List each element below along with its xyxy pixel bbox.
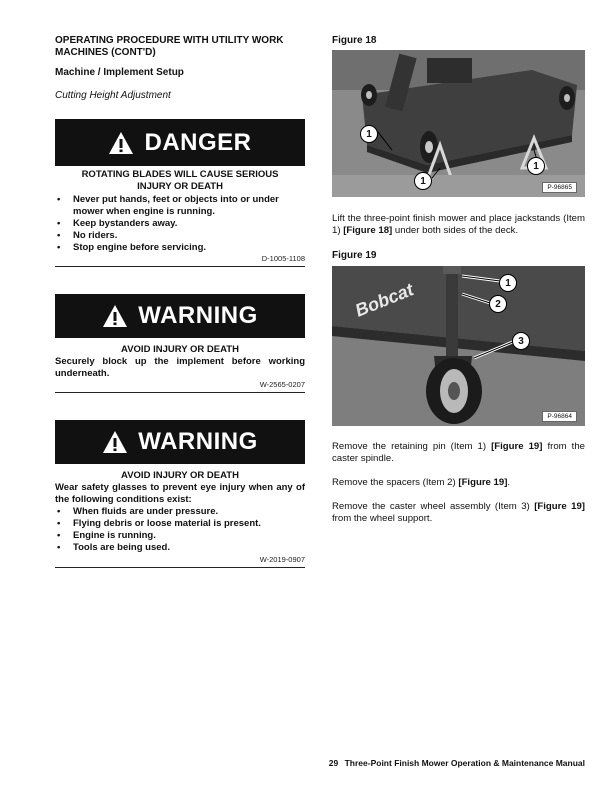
warning-banner — [55, 420, 305, 464]
figure19-photo — [332, 266, 585, 426]
danger-divider — [55, 266, 305, 267]
figure18-caption-a: Lift the three-point finish mower and place jackstands (Item 1) — [332, 213, 585, 236]
figure19-step2 — [332, 477, 585, 489]
danger-bullet: • Never put hands, feet or objects into or under mower when engine is running. — [55, 194, 305, 218]
figure18-callout-2: 1 — [414, 172, 432, 190]
warning2-title: AVOID INJURY OR DEATH — [121, 470, 239, 481]
warning2-bullet: • Tools are being used. — [55, 542, 305, 554]
figure19-step3-a: Remove the caster wheel assembly (Item 3) — [332, 501, 535, 512]
danger-bullet: • No riders. — [55, 230, 305, 242]
warning-banner — [55, 294, 305, 338]
warning1-title: AVOID INJURY OR DEATH — [121, 344, 239, 355]
bobcat-brand-decal: Bobcat — [352, 279, 417, 321]
figure18-callout-1: 1 — [360, 125, 378, 143]
figure19-step3-b: from the wheel support. — [332, 513, 433, 524]
danger-bullet: • Keep bystanders away. — [55, 218, 305, 230]
warning2-bullet: • Engine is running. — [55, 530, 305, 542]
warning-banner-text: WARNING — [138, 428, 258, 455]
figure19-callout-1: 1 — [499, 274, 517, 292]
danger-title-line2: INJURY OR DEATH — [137, 181, 223, 192]
warning2-code: W-2019-0907 — [259, 555, 305, 564]
section-subtitle: Machine / Implement Setup — [55, 67, 184, 78]
figure19-photo-code: P-96864 — [542, 411, 577, 422]
figure19-step2-b: . — [507, 477, 511, 488]
danger-title — [55, 169, 305, 193]
footer-page-number: 29 — [328, 758, 339, 768]
warning2-body: Wear safety glasses to prevent eye injury when any of the following conditions exist: — [55, 482, 305, 505]
figure18-label: Figure 18 — [332, 35, 377, 46]
figure19-step1-ref: [Figure 19] — [491, 441, 543, 452]
section-title-line2: MACHINES (CONT'D) — [55, 47, 156, 58]
section-title — [55, 35, 315, 59]
figure19-step2-a: Remove the spacers (Item 2) — [332, 477, 459, 488]
danger-bullet-list — [55, 194, 305, 254]
warning-banner-text: WARNING — [138, 302, 258, 329]
figure18-photo-code: P-96865 — [542, 182, 577, 193]
warning2-bullet-list — [55, 506, 305, 554]
mower-deck-illustration — [332, 50, 585, 197]
warning1-code: W-2565-0207 — [259, 380, 305, 389]
warning2-divider — [55, 567, 305, 568]
figure19-step1-b: from the caster spindle. — [332, 441, 586, 464]
figure19-step1 — [332, 441, 585, 465]
warning2-bullet: • When fluids are under pressure. — [55, 506, 305, 518]
figure18-caption — [332, 213, 585, 237]
warning-triangle-icon — [102, 430, 128, 454]
warning1-body: Securely block up the implement before working underneath. — [55, 356, 305, 379]
figure19-step1-a: Remove the retaining pin (Item 1) — [332, 441, 492, 452]
figure19-step3 — [332, 501, 585, 525]
figure19-callout-3: 3 — [512, 332, 530, 350]
figure18-caption-b: under both sides of the deck. — [392, 225, 519, 236]
warning-triangle-icon — [102, 304, 128, 328]
figure19-label: Figure 19 — [332, 250, 377, 261]
footer-manual-title: Three-Point Finish Mower Operation & Maintenance Manual — [344, 758, 585, 768]
danger-title-line1: ROTATING BLADES WILL CAUSE SERIOUS — [81, 169, 279, 180]
danger-banner — [55, 119, 305, 166]
caster-wheel-illustration — [332, 266, 585, 426]
section-subheading: Cutting Height Adjustment — [55, 90, 171, 101]
figure19-step2-ref: [Figure 19] — [458, 477, 508, 488]
danger-code: D-1005-1108 — [261, 254, 305, 263]
figure18-photo — [332, 50, 585, 197]
warning1-divider — [55, 392, 305, 393]
danger-banner-text: DANGER — [144, 128, 252, 156]
figure19-callout-2: 2 — [489, 295, 507, 313]
section-title-line1: OPERATING PROCEDURE WITH UTILITY WORK — [55, 35, 284, 46]
warning-triangle-icon — [108, 131, 134, 155]
page-footer — [329, 758, 585, 768]
warning2-bullet: • Flying debris or loose material is present. — [55, 518, 305, 530]
figure18-callout-3: 1 — [527, 157, 545, 175]
danger-bullet: • Stop engine before servicing. — [55, 242, 305, 254]
figure19-step3-ref: [Figure 19] — [534, 501, 585, 512]
figure18-caption-ref: [Figure 18] — [343, 225, 393, 236]
